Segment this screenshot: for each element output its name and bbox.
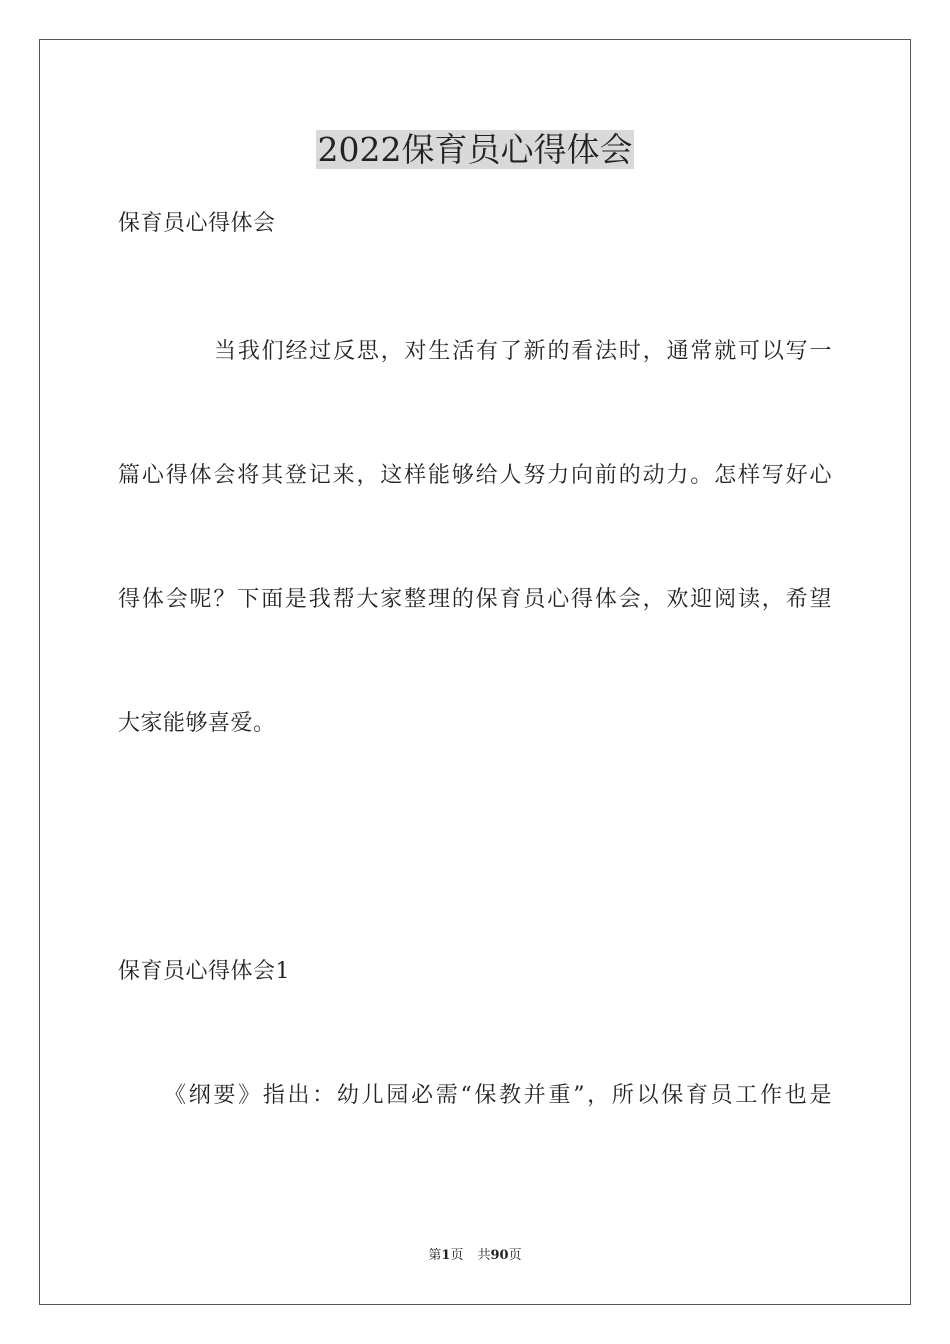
intro-line-3: 得体会呢？下面是我帮大家整理的保育员心得体会，欢迎阅读，希望	[118, 587, 832, 612]
page-footer	[0, 1247, 950, 1265]
footer-page-suffix: 页	[450, 1248, 464, 1263]
document-title-text: 2022保育员心得体会	[317, 130, 633, 169]
footer-total-suffix: 页	[508, 1248, 522, 1263]
section-heading: 保育员心得体会1	[118, 959, 290, 984]
footer-total-prefix: 共	[477, 1248, 491, 1263]
footer-page-number: 1	[441, 1248, 451, 1263]
intro-line-1: 当我们经过反思，对生活有了新的看法时，通常就可以写一	[214, 339, 832, 364]
intro-line-2: 篇心得体会将其登记来，这样能够给人努力向前的动力。怎样写好心	[118, 463, 832, 488]
intro-line-4: 大家能够喜爱。	[118, 711, 276, 736]
section-first-line: 《纲要》指出：幼儿园必需“保教并重”，所以保育员工作也是	[164, 1083, 832, 1108]
footer-total-pages: 90	[490, 1248, 509, 1263]
document-subtitle: 保育员心得体会	[118, 211, 276, 236]
footer-page-prefix: 第	[428, 1248, 442, 1263]
document-title	[0, 128, 950, 172]
